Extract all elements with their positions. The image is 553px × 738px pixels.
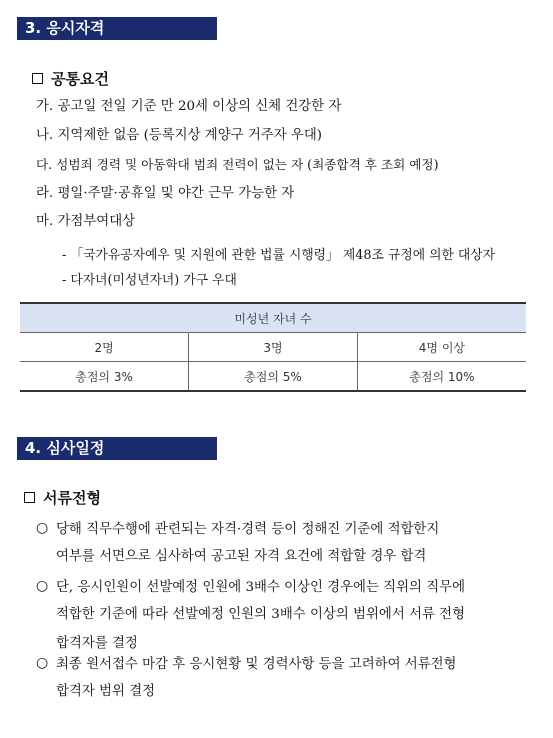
bonus-score-table bbox=[20, 302, 526, 392]
table-cell: 총점의 3% bbox=[20, 362, 189, 392]
requirement-item-1: 가. 공고일 전일 기준 만 20세 이상의 신체 건강한 자 bbox=[36, 99, 342, 114]
table-column-header: 3명 bbox=[189, 333, 358, 362]
bullet-line: 단, 응시인원이 선발예정 인원에 3배수 이상인 경우에는 직위의 직무에 bbox=[56, 580, 466, 595]
bullet-line: 여부를 서면으로 심사하여 공고된 자격 요건에 적합할 경우 합격 bbox=[56, 549, 427, 564]
bullet-line: 적합한 기준에 따라 선발예정 인원의 3배수 이상의 범위에서 서류 전형 bbox=[56, 607, 466, 622]
section-3-header: 3. 응시자격 bbox=[17, 17, 217, 40]
subtitle-text: 서류전형 bbox=[43, 489, 101, 507]
checkbox-icon bbox=[32, 73, 43, 84]
circle-bullet-icon: ○ bbox=[36, 577, 49, 594]
requirement-item-5: 마. 가점부여대상 bbox=[36, 214, 136, 229]
section-4-header: 4. 심사일정 bbox=[17, 437, 217, 460]
schedule-bullet-2 bbox=[36, 571, 536, 658]
requirement-item-4: 라. 평일·주말·공휴일 및 야간 근무 가능한 자 bbox=[36, 186, 295, 201]
bonus-sub-item-1: - 「국가유공자예우 및 지원에 관한 법률 시행령」 제48조 규정에 의한 대상자 bbox=[62, 248, 496, 263]
bullet-line: 합격자 범위 결정 bbox=[56, 684, 156, 699]
table-cell: 총점의 5% bbox=[189, 362, 358, 392]
bullet-line: 합격자를 결정 bbox=[56, 636, 138, 651]
circle-bullet-icon: ○ bbox=[36, 519, 49, 536]
checkbox-icon bbox=[24, 492, 35, 503]
table-cell: 총점의 10% bbox=[357, 362, 526, 392]
table-column-header: 4명 이상 bbox=[357, 333, 526, 362]
requirement-item-3: 다. 성범죄 경력 및 아동학대 범죄 전력이 없는 자 (최종합격 후 조회 예정) bbox=[36, 157, 439, 172]
circle-bullet-icon: ○ bbox=[36, 654, 49, 671]
requirement-item-2: 나. 지역제한 없음 (등록지상 계양구 거주자 우대) bbox=[36, 128, 323, 143]
schedule-bullet-1 bbox=[36, 513, 536, 571]
section-3-subtitle bbox=[32, 68, 109, 89]
section-4-subtitle bbox=[24, 487, 101, 508]
table-header: 미성년 자녀 수 bbox=[20, 303, 526, 333]
bonus-sub-item-2: - 다자녀(미성년자녀) 가구 우대 bbox=[62, 273, 237, 288]
bullet-line: 당해 직무수행에 관련되는 자격·경력 등이 정해진 기준에 적합한지 bbox=[56, 522, 440, 537]
schedule-bullet-3 bbox=[36, 648, 536, 706]
subtitle-text: 공통요건 bbox=[51, 70, 109, 88]
bullet-line: 최종 원서접수 마감 후 응시현황 및 경력사항 등을 고려하여 서류전형 bbox=[56, 657, 457, 672]
table-column-header: 2명 bbox=[20, 333, 189, 362]
